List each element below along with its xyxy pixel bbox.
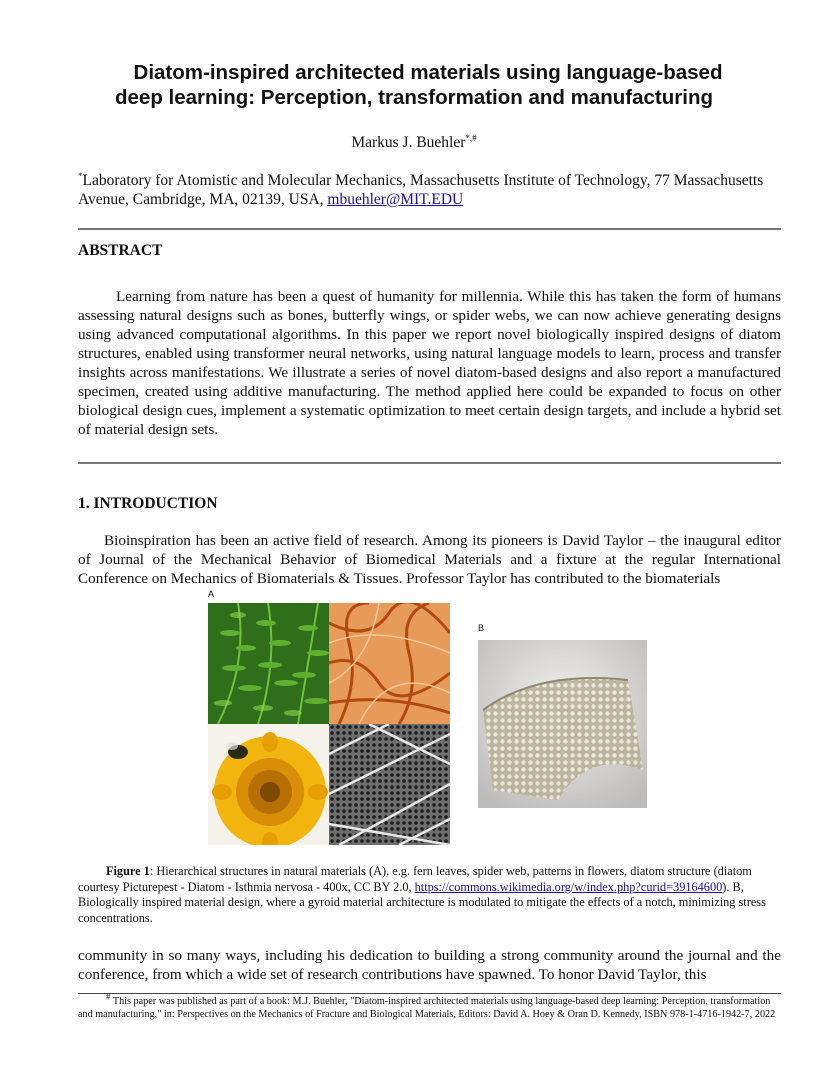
- introduction-paragraph-2: community in so many ways, including his dedication to building a strong community around the journal and the conference, from which a wide set of research contributions have spawned. To honor David Taylor, this: [78, 947, 781, 983]
- abstract-text: Learning from nature has been a quest of humanity for millennia. While this has taken the form of humans assessing natural designs such as bones, butterfly wings, or spider webs, we can now achieve generating designs using advanced computational algorithms. In this paper we report novel biologically inspired designs of diatom structures, enabled using transformer neural networks, using natural language models to learn, process and transfer insights across manifestations. We illustrate a series of novel diatom-based designs and also report a manufactured specimen, created using additive manufacturing. The method applied here could be expanded to focus on other biological design cues, implement a systematic optimization to meet certain design targets, and include a hybrid set of material design sets.: [78, 288, 781, 438]
- caption-link[interactable]: https://commons.wikimedia.org/w/index.php?curid=39164600: [414, 879, 723, 894]
- spider-web-image: [329, 603, 450, 724]
- affiliation-text: Laboratory for Atomistic and Molecular Mechanics, Massachusetts Institute of Technology, 77 Massachusetts Avenue, Cambridge, MA, 02139, USA,: [78, 172, 764, 208]
- email-link[interactable]: mbuehler@MIT.EDU: [327, 191, 464, 208]
- title-line-1: Diatom-inspired architected materials using language-based: [133, 61, 723, 84]
- caption-text-1: : Hierarchical structures in natural materials (A), e.g. fern leaves, spider web, patterns in flowers, diatom structure (diatom courtesy Picturepest - Diatom - Isthmia nervosa - 400x, CC BY 2.0,: [78, 864, 752, 894]
- title-line-2: deep learning: Perception, transformation and manufacturing: [115, 86, 713, 109]
- figure-label: Figure 1: [106, 864, 150, 878]
- author-marks: *,#: [465, 132, 477, 143]
- fern-leaves-image: [208, 603, 329, 724]
- affiliation: [78, 171, 778, 209]
- author-line: [0, 134, 828, 152]
- figure-caption: [78, 864, 781, 926]
- panel-b-label: B: [478, 623, 485, 633]
- diatom-image: [329, 724, 450, 845]
- gyroid-specimen-image: [478, 640, 647, 808]
- panel-a-label: A: [208, 589, 215, 599]
- affiliation-mark: *: [78, 170, 83, 181]
- introduction-heading: 1. INTRODUCTION: [78, 495, 218, 512]
- footnote-text: This paper was published as part of a book: M.J. Buehler, "Diatom-inspired architected materials using language-based deep learning: Perception, transformation and manufacturing," in: Perspectives on the Mechanics of Fracture and Biological Materials, Editors: David A. Hoey & Oran D. Kennedy, ISBN 978-1-4716-1942-7, 2022: [78, 996, 776, 1020]
- author-name: Markus J. Buehler: [351, 134, 466, 151]
- footnote-divider: [78, 993, 781, 994]
- abstract-heading: ABSTRACT: [78, 242, 163, 259]
- divider-bottom: [78, 462, 781, 464]
- caption-text-2: ). B, Biologically inspired material design, where a gyroid material architecture is modulated to mitigate the effects of a notch, minimizing stress concentrations.: [78, 879, 766, 925]
- divider-top: [78, 228, 781, 230]
- paper-title: [60, 60, 768, 110]
- sunflower-image: [208, 724, 329, 845]
- footnote-mark: #: [106, 991, 111, 1002]
- introduction-paragraph-1: Bioinspiration has been an active field of research. Among its pioneers is David Taylor – the inaugural editor of Journal of the Mechanical Behavior of Biomedical Materials and a fixture at the regular International Conference on Mechanics of Biomaterials & Tissues. Professor Taylor has contributed to the biomaterials: [78, 532, 781, 587]
- footnote: [78, 991, 781, 1021]
